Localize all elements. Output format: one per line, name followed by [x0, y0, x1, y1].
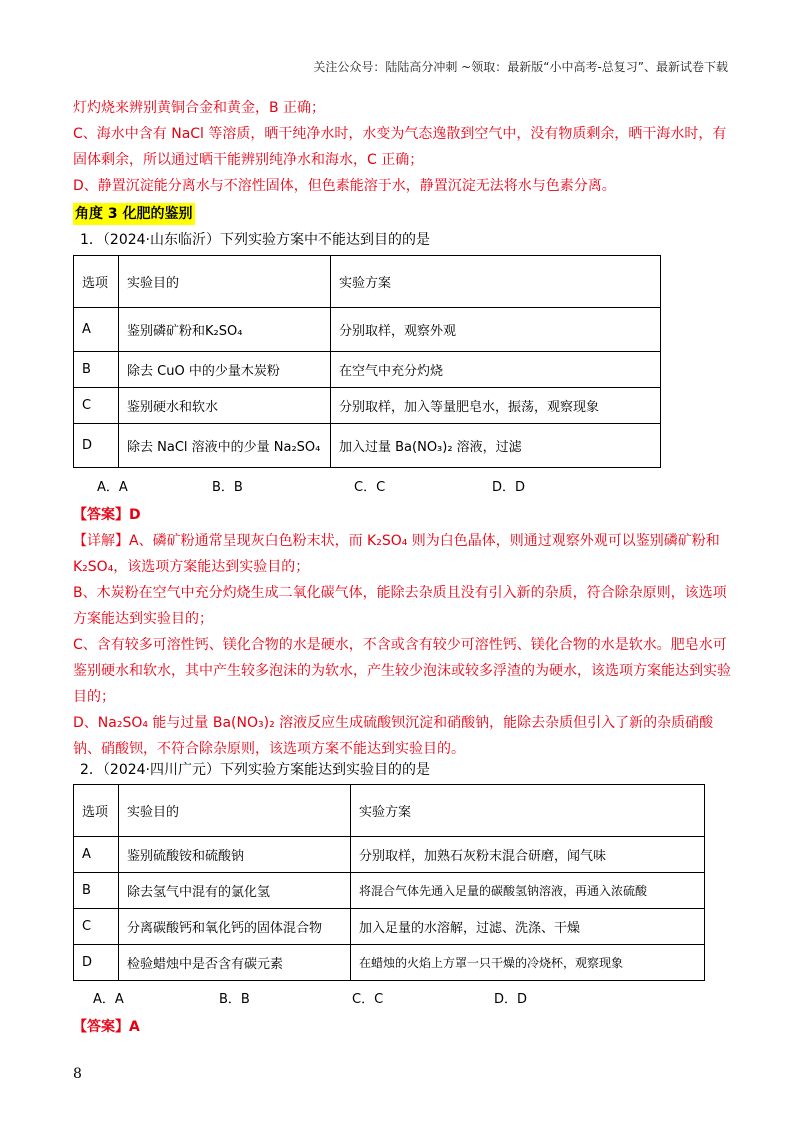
goal-cell: 除去氢气中混有的氯化氢: [119, 873, 351, 909]
table-row: [74, 308, 661, 352]
table-row: [74, 837, 705, 873]
detail-line: D、Na₂SO₄ 能与过量 Ba(NO₃)₂ 溶液反应生成硫酸钡沉淀和硝酸钠，能除去杂质但引入了新的杂质硝酸钠、硝酸钡，不符合除杂原则，该选项方案不能达到实验目的。: [73, 715, 714, 757]
goal-cell: 除去 NaCl 溶液中的少量 Na₂SO₄: [119, 424, 331, 468]
detail-line: C、含有较多可溶性钙、镁化合物的水是硬水，不含或含有较少可溶性钙、镁化合物的水是软水。肥皂水可鉴别硬水和软水，其中产生较多泡沫的为软水，产生较少泡沫或较多浮渣的为硬水，该选项方案能达到实验目的；: [73, 637, 731, 705]
option-cell: C: [74, 388, 119, 424]
header-cell: 选项: [74, 256, 119, 308]
option-cell: C: [74, 909, 119, 945]
plan-cell: 在蜡烛的火焰上方罩一只干燥的冷烧杯，观察现象: [351, 945, 705, 981]
goal-cell: 鉴别磷矿粉和K₂SO₄: [119, 308, 331, 352]
choice-a[interactable]: A．A: [97, 480, 128, 495]
choice-b[interactable]: B．B: [219, 992, 250, 1007]
choice-b[interactable]: B．B: [212, 480, 243, 495]
question-2-answer: 【答案】A: [73, 1019, 140, 1035]
goal-cell: 鉴别硫酸铵和硫酸钠: [119, 837, 351, 873]
option-cell: B: [74, 352, 119, 388]
question-1-detail: [73, 528, 733, 762]
plan-cell: 分别取样，加熟石灰粉末混合研磨，闻气味: [351, 837, 705, 873]
choice-d[interactable]: D．D: [494, 992, 528, 1007]
table-header-row: [74, 256, 661, 308]
header-cell: 实验方案: [331, 256, 661, 308]
detail-line: 【详解】A、磷矿粉通常呈现灰白色粉末状，而 K₂SO₄ 则为白色晶体，则通过观察外观可以鉴别磷矿粉和 K₂SO₄，该选项方案能达到实验目的；: [73, 533, 720, 575]
explanation-line: 灯灼烧来辨别黄铜合金和黄金，B 正确；: [73, 100, 326, 116]
plan-cell: 加入足量的水溶解，过滤、洗涤、干燥: [351, 909, 705, 945]
header-cell: 实验目的: [119, 256, 331, 308]
header-cell: 实验方案: [351, 785, 705, 837]
table-row: [74, 873, 705, 909]
goal-cell: 鉴别硬水和软水: [119, 388, 331, 424]
previous-explanation: [73, 95, 733, 199]
table-header-row: [74, 785, 705, 837]
question-2-choices: [0, 991, 800, 1009]
choice-c[interactable]: C．C: [354, 480, 386, 495]
page-header: 关注公众号：陆陆高分冲刺 ~领取：最新版“小中高考-总复习”、最新试卷下载: [313, 60, 728, 74]
question-1-stem: 1．（2024·山东临沂）下列实验方案中不能达到目的的是: [80, 232, 430, 248]
option-cell: D: [74, 424, 119, 468]
explanation-line: C、海水中含有 NaCl 等溶质，晒干纯净水时，水变为气态逸散到空气中，没有物质剩余，晒干海水时，有固体剩余，所以通过晒干能辨别纯净水和海水，C 正确；: [73, 126, 727, 168]
plan-cell: 加入过量 Ba(NO₃)₂ 溶液，过滤: [331, 424, 661, 468]
header-cell: 实验目的: [119, 785, 351, 837]
question-2-table: [73, 784, 705, 981]
page-number: 8: [73, 1066, 82, 1082]
plan-cell: 分别取样，观察外观: [331, 308, 661, 352]
table-row: [74, 424, 661, 468]
option-cell: B: [74, 873, 119, 909]
table-row: [74, 352, 661, 388]
choice-d[interactable]: D．D: [492, 480, 526, 495]
goal-cell: 分离碳酸钙和氧化钙的固体混合物: [119, 909, 351, 945]
option-cell: D: [74, 945, 119, 981]
question-2-stem: 2．（2024·四川广元）下列实验方案能达到实验目的的是: [80, 762, 430, 778]
choice-c[interactable]: C．C: [352, 992, 384, 1007]
goal-cell: 检验蜡烛中是否含有碳元素: [119, 945, 351, 981]
plan-cell: 在空气中充分灼烧: [331, 352, 661, 388]
option-cell: A: [74, 308, 119, 352]
detail-line: B、木炭粉在空气中充分灼烧生成二氧化碳气体，能除去杂质且没有引入新的杂质，符合除杂原则，该选项方案能达到实验目的；: [73, 585, 727, 627]
table-row: [74, 388, 661, 424]
option-cell: A: [74, 837, 119, 873]
explanation-line: D、静置沉淀能分离水与不溶性固体，但色素能溶于水，静置沉淀无法将水与色素分离。: [73, 178, 616, 194]
question-1-answer: 【答案】D: [73, 507, 141, 523]
table-row: [74, 945, 705, 981]
table-row: [74, 909, 705, 945]
question-1-choices: [0, 479, 800, 497]
question-1-table: [73, 255, 661, 468]
section-title: 角度 3 化肥的鉴别: [73, 203, 195, 225]
goal-cell: 除去 CuO 中的少量木炭粉: [119, 352, 331, 388]
plan-cell: 分别取样，加入等量肥皂水，振荡，观察现象: [331, 388, 661, 424]
header-cell: 选项: [74, 785, 119, 837]
plan-cell: 将混合气体先通入足量的碳酸氢钠溶液，再通入浓硫酸: [351, 873, 705, 909]
choice-a[interactable]: A．A: [93, 992, 124, 1007]
